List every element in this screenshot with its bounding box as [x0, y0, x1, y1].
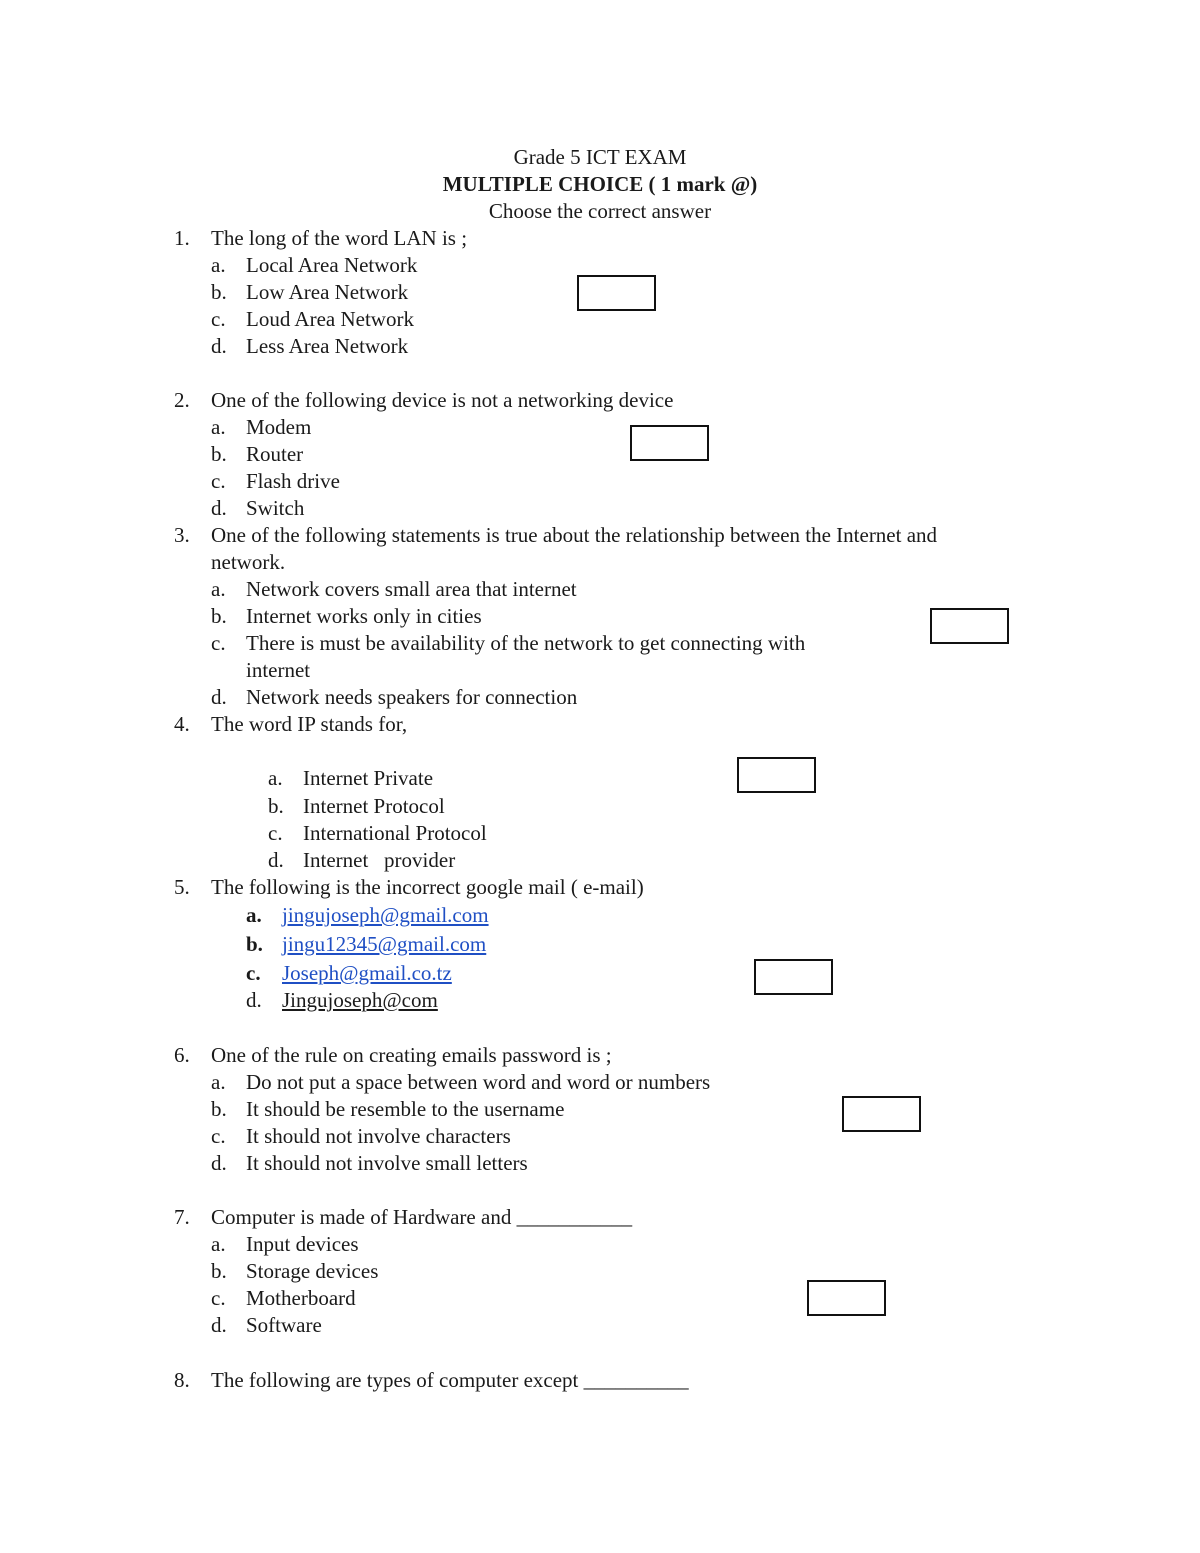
option-text: It should not involve small letters [246, 1151, 528, 1175]
option-text: Internet provider [303, 848, 456, 872]
answer-box[interactable] [930, 608, 1009, 644]
answer-box[interactable] [842, 1096, 921, 1132]
option-letter: c. [211, 307, 226, 331]
option-letter: b. [211, 1097, 227, 1121]
question-number: 4. [174, 712, 190, 736]
option-letter: b. [246, 932, 263, 956]
option-letter: c. [211, 1124, 226, 1148]
answer-box[interactable] [577, 275, 656, 311]
option-letter: b. [211, 442, 227, 466]
answer-box[interactable] [737, 757, 816, 793]
question-text: The following are types of computer except __________ [211, 1368, 689, 1392]
option-letter: d. [211, 334, 227, 358]
answer-box[interactable] [630, 425, 709, 461]
instructions: Choose the correct answer [488, 199, 712, 223]
option-letter: a. [268, 766, 283, 790]
option-letter: c. [246, 961, 261, 985]
answer-box[interactable] [754, 959, 833, 995]
option-text: Storage devices [246, 1259, 379, 1283]
option-letter: a. [211, 577, 226, 601]
option-letter: b. [211, 280, 227, 304]
question-number: 8. [174, 1368, 190, 1392]
email-link[interactable]: jingu12345@gmail.com [282, 932, 487, 956]
option-text: Modem [246, 415, 312, 439]
option-letter: d. [246, 988, 262, 1012]
option-text: Less Area Network [246, 334, 409, 358]
option-text: It should not involve characters [246, 1124, 511, 1148]
option-letter: a. [211, 1232, 226, 1256]
option-letter: d. [268, 848, 284, 872]
option-text: Software [246, 1313, 322, 1337]
option-letter: c. [211, 469, 226, 493]
option-letter: a. [211, 1070, 226, 1094]
option-text: Router [246, 442, 304, 466]
option-letter: b. [211, 1259, 227, 1283]
option-text: Internet works only in cities [246, 604, 482, 628]
question-text: The word IP stands for, [211, 712, 408, 736]
option-letter: c. [268, 821, 283, 845]
question-text-continued: network. [211, 550, 286, 574]
exam-title: Grade 5 ICT EXAM [513, 145, 687, 169]
option-letter: b. [268, 794, 284, 818]
option-text: Internet Protocol [303, 794, 445, 818]
option-letter: d. [211, 1151, 227, 1175]
question-number: 6. [174, 1043, 190, 1067]
question-text: Computer is made of Hardware and ___________ [211, 1205, 633, 1229]
question-text: One of the following device is not a networking device [211, 388, 674, 412]
question-text: The long of the word LAN is ; [211, 226, 468, 250]
option-text: Low Area Network [246, 280, 409, 304]
question-text: One of the rule on creating emails password is ; [211, 1043, 612, 1067]
option-text-continued: internet [246, 658, 311, 682]
option-text: Internet Private [303, 766, 434, 790]
question-number: 1. [174, 226, 190, 250]
option-letter: d. [211, 1313, 227, 1337]
option-text: International Protocol [303, 821, 487, 845]
email-link[interactable]: Joseph@gmail.co.tz [282, 961, 452, 985]
option-letter: a. [246, 903, 262, 927]
question-number: 3. [174, 523, 190, 547]
question-number: 7. [174, 1205, 190, 1229]
option-text: Loud Area Network [246, 307, 414, 331]
option-letter: c. [211, 1286, 226, 1310]
question-number: 5. [174, 875, 190, 899]
option-text: Network covers small area that internet [246, 577, 577, 601]
option-letter: d. [211, 496, 227, 520]
option-text: Local Area Network [246, 253, 418, 277]
option-letter: b. [211, 604, 227, 628]
option-text: There is must be availability of the network to get connecting with [246, 631, 806, 655]
option-letter: c. [211, 631, 226, 655]
option-text: Flash drive [246, 469, 340, 493]
question-text: The following is the incorrect google mail ( e-mail) [211, 875, 644, 899]
email-link[interactable]: jingujoseph@gmail.com [282, 903, 489, 927]
answer-box[interactable] [807, 1280, 886, 1316]
option-text: Jingujoseph@com [282, 988, 438, 1012]
option-text: Input devices [246, 1232, 359, 1256]
option-text: It should be resemble to the username [246, 1097, 565, 1121]
option-letter: a. [211, 253, 226, 277]
question-text: One of the following statements is true about the relationship between the Internet and [211, 523, 938, 547]
option-text: Switch [246, 496, 305, 520]
question-number: 2. [174, 388, 190, 412]
option-text: Motherboard [246, 1286, 356, 1310]
option-text: Do not put a space between word and word or numbers [246, 1070, 711, 1094]
option-text: Network needs speakers for connection [246, 685, 578, 709]
option-letter: d. [211, 685, 227, 709]
option-letter: a. [211, 415, 226, 439]
section-heading: MULTIPLE CHOICE ( 1 mark @) [442, 172, 758, 196]
